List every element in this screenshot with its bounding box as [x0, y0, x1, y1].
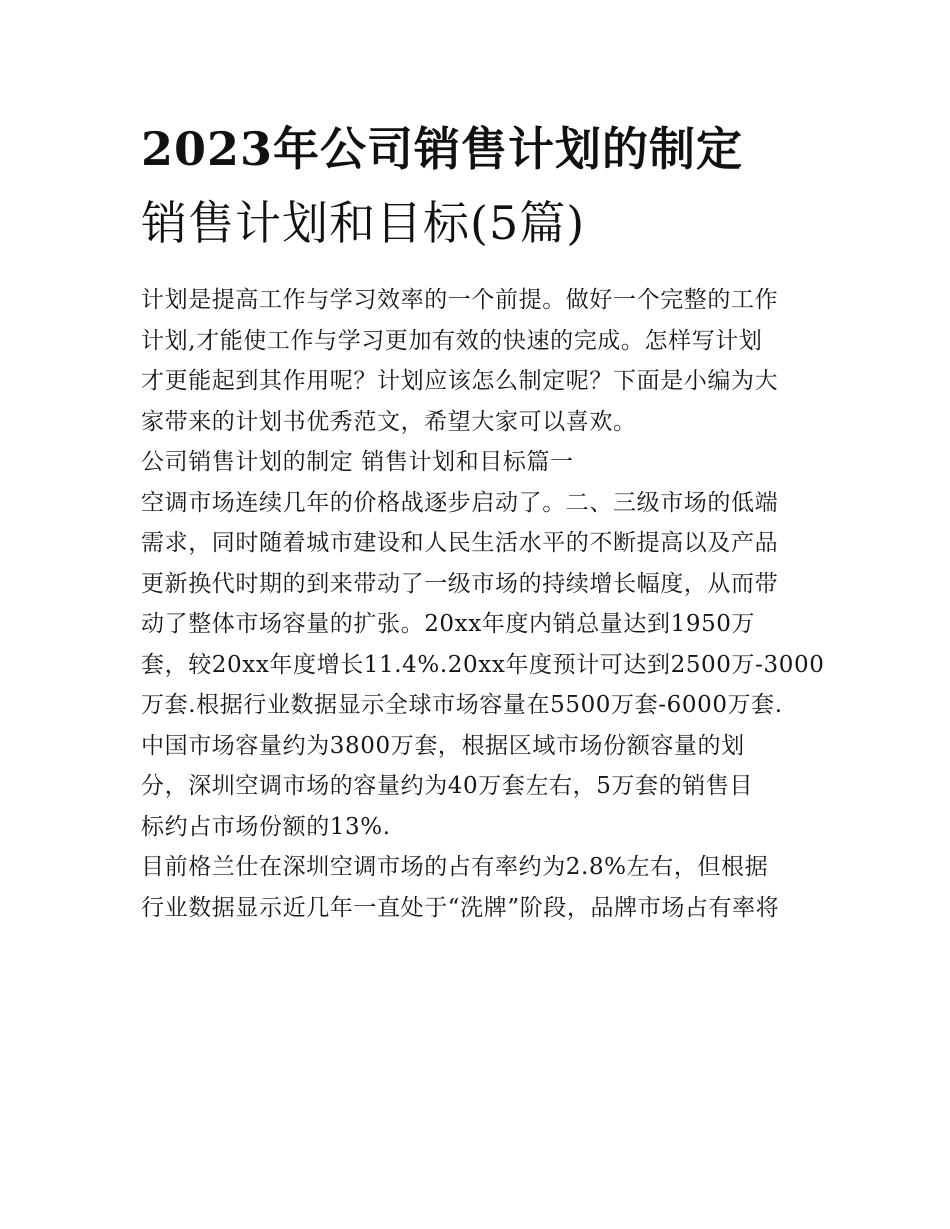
paragraph-line: 套，较20xx年度增长11.4%.20xx年度预计可达到2500万-3000: [141, 651, 825, 678]
paragraph-line: 动了整体市场容量的扩张。20xx年度内销总量达到1950万: [141, 611, 756, 637]
paragraph-line: 更新换代时期的到来带动了一级市场的持续增长幅度，从而带: [141, 570, 779, 597]
title-line-1: 2023年公司销售计划的制定: [141, 122, 744, 176]
paragraph-line: 标约占市场份额的13%.: [141, 813, 391, 840]
paragraph-line: 空调市场连续几年的价格战逐步启动了。二、三级市场的低端: [141, 489, 779, 516]
title-line-2: 销售计划和目标(5篇): [141, 196, 586, 250]
document-title: [141, 112, 821, 260]
paragraph-line: 行业数据显示近几年一直处于“洗牌”阶段，品牌市场占有率将: [141, 894, 780, 921]
paragraph-line: 家带来的计划书优秀范文，希望大家可以喜欢。: [141, 408, 637, 435]
paragraph-line: 计划,才能使工作与学习更加有效的快速的完成。怎样写计划: [141, 327, 763, 354]
document-body: [141, 280, 825, 928]
paragraph-line: 需求，同时随着城市建设和人民生活水平的不断提高以及产品: [141, 530, 779, 556]
paragraph-line: 计划是提高工作与学习效率的一个前提。做好一个完整的工作: [141, 287, 779, 313]
paragraph-line: 才更能起到其作用呢？计划应该怎么制定呢？下面是小编为大: [141, 368, 779, 394]
section-heading: 公司销售计划的制定 销售计划和目标篇一: [141, 449, 574, 475]
paragraph-line: 万套.根据行业数据显示全球市场容量在5500万套-6000万套.: [141, 692, 783, 718]
paragraph-line: 中国市场容量约为3800万套，根据区域市场份额容量的划: [141, 732, 745, 759]
paragraph-line: 分，深圳空调市场的容量约为40万套左右，5万套的销售目: [141, 773, 754, 799]
paragraph-line: 目前格兰仕在深圳空调市场的占有率约为2.8%左右，但根据: [141, 854, 769, 880]
